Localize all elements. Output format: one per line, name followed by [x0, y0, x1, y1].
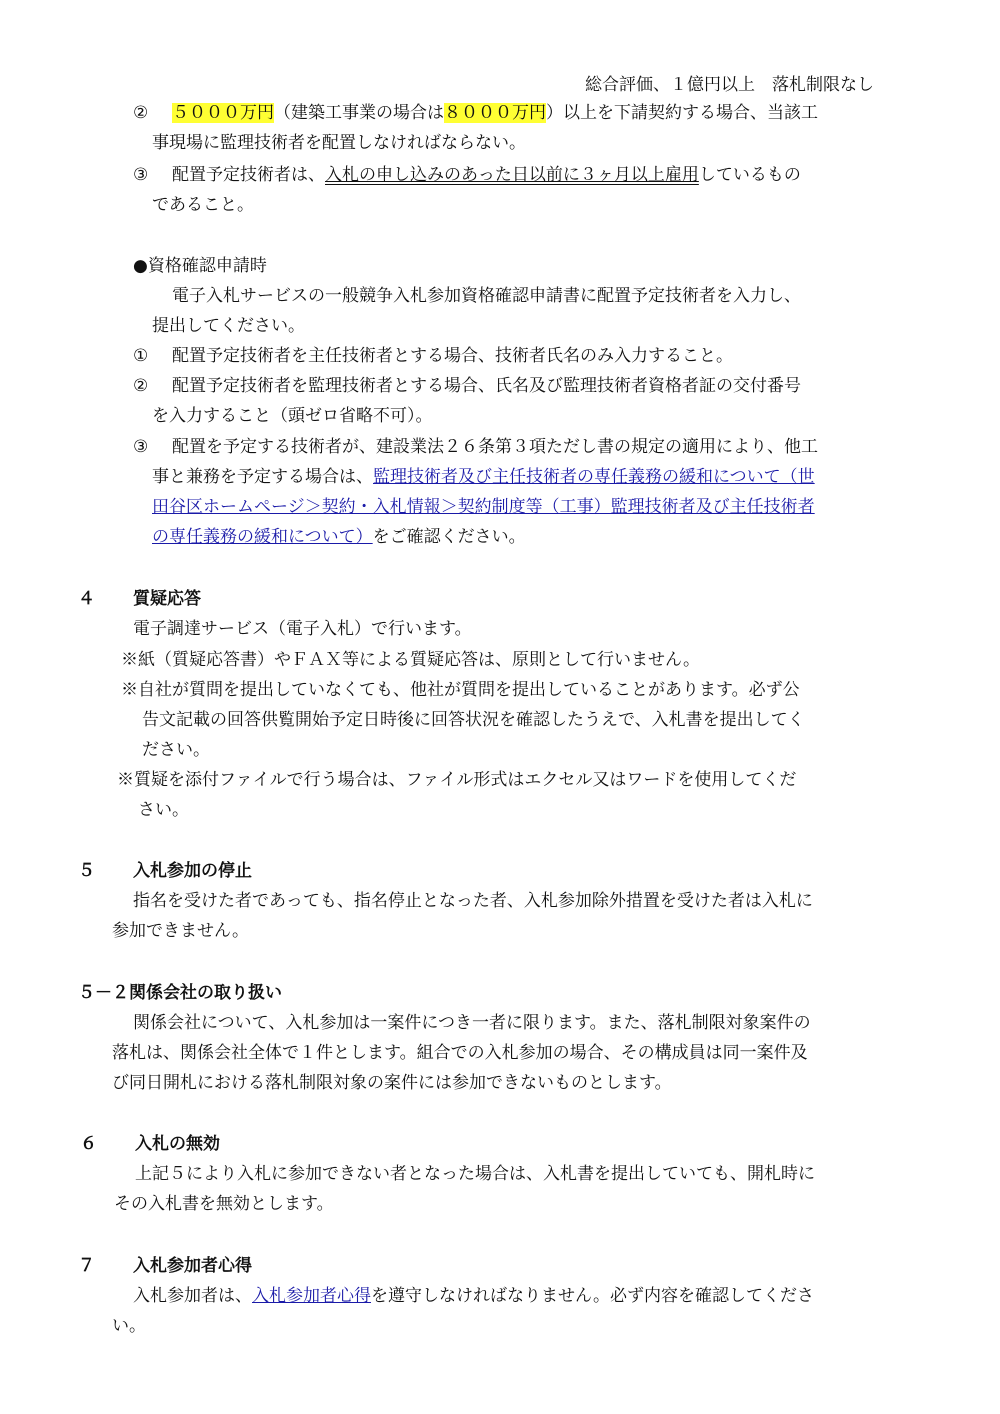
- section-5-2-para-3: び同日開札における落札制限対象の案件には参加できないものとします。: [112, 1073, 672, 1093]
- qual-item-3-post: をご確認ください。: [372, 527, 526, 547]
- section-6-num: ６: [80, 1134, 97, 1154]
- qual-item-1-num: ①: [133, 346, 149, 366]
- section-5-para-1: 指名を受けた者であっても、指名停止となった者、入札参加除外措置を受けた者は入札に: [133, 891, 813, 911]
- item-3-underlined: 入札の申し込みのあった日以前に３ヶ月以上雇用: [325, 165, 699, 185]
- exemption-link-part-3[interactable]: の専任義務の緩和について）: [152, 527, 373, 547]
- item-2-mid: （建築工事業の場合は: [274, 103, 444, 123]
- item-3-pre: 配置予定技術者は、: [172, 165, 325, 185]
- item-2-line-1: [172, 100, 818, 126]
- qual-item-2-text: 配置予定技術者を監理技術者とする場合、氏名及び監理技術者資格者証の交付番号: [172, 376, 801, 396]
- highlight-amount-1: ５０００万円: [172, 103, 274, 123]
- qualification-intro-1: 電子入札サービスの一般競争入札参加資格確認申請書に配置予定技術者を入力し、: [172, 286, 801, 306]
- item-2-rest: ）以上を下請契約する場合、当該工: [546, 103, 818, 123]
- item-2-num: ②: [133, 103, 149, 123]
- section-4-num: ４: [78, 589, 95, 609]
- section-5-num: ５: [78, 861, 95, 881]
- qual-item-3-pre: 事と兼務を予定する場合は、: [152, 467, 373, 487]
- section-4-note-1: ※紙（質疑応答書）やＦＡＸ等による質疑応答は、原則として行いません。: [121, 650, 701, 670]
- section-5-para-2: 参加できません。: [112, 921, 250, 941]
- section-6-para-2: その入札書を無効とします。: [114, 1194, 334, 1214]
- section-4-note-3b: さい。: [138, 800, 189, 820]
- section-7-num: ７: [78, 1256, 95, 1276]
- qual-item-3-line-2: [152, 464, 815, 490]
- section-7-para-2: い。: [112, 1316, 146, 1336]
- section-6-para-1: 上記５により入札に参加できない者となった場合は、入札書を提出していても、開札時に: [135, 1164, 815, 1184]
- item-3-line-2: であること。: [152, 195, 254, 215]
- section-5-2-para-1: 関係会社について、入札参加は一案件につき一者に限ります。また、落札制限対象案件の: [133, 1013, 811, 1033]
- section-4-para: 電子調達サービス（電子入札）で行います。: [133, 619, 472, 639]
- exemption-link-part-2[interactable]: 田谷区ホームページ＞契約・入札情報＞契約制度等（工事）監理技術者及び主任技術者: [152, 497, 815, 517]
- section-7-title: 入札参加者心得: [133, 1256, 252, 1276]
- section-7-para-1: [133, 1283, 814, 1309]
- qualification-heading: ●資格確認申請時: [133, 256, 267, 276]
- header-note: 総合評価、１億円以上 落札制限なし: [585, 75, 874, 95]
- item-3-post: しているもの: [698, 165, 801, 185]
- item-3-line-1: [172, 162, 801, 188]
- item-2-line-2: 事現場に監理技術者を配置しなければならない。: [152, 133, 526, 153]
- highlight-amount-2: ８０００万円: [444, 103, 546, 123]
- section-5-title: 入札参加の停止: [133, 861, 252, 881]
- qual-item-1-text: 配置予定技術者を主任技術者とする場合、技術者氏名のみ入力すること。: [172, 346, 733, 366]
- section-4-note-2b: 告文記載の回答供覧開始予定日時後に回答状況を確認したうえで、入札書を提出してく: [142, 710, 805, 730]
- exemption-link-part-1[interactable]: 監理技術者及び主任技術者の専任義務の緩和について（世: [373, 467, 815, 487]
- section-7-pre: 入札参加者は、: [133, 1286, 252, 1306]
- section-4-note-2c: ださい。: [142, 740, 210, 760]
- section-4-note-2a: ※自社が質問を提出していなくても、他社が質問を提出していることがあります。必ず公: [121, 680, 800, 700]
- section-4-title: 質疑応答: [133, 589, 201, 609]
- qual-item-2-cont: を入力すること（頭ゼロ省略不可）。: [152, 406, 433, 426]
- section-6-title: 入札の無効: [135, 1134, 220, 1154]
- bidder-guide-link[interactable]: 入札参加者心得: [252, 1286, 371, 1306]
- section-4-note-3a: ※質疑を添付ファイルで行う場合は、ファイル形式はエクセル又はワードを使用してくだ: [117, 770, 797, 790]
- section-5-2-para-2: 落札は、関係会社全体で１件とします。組合での入札参加の場合、その構成員は同一案件及: [112, 1043, 808, 1063]
- qual-item-3-text: 配置を予定する技術者が、建設業法２６条第３項ただし書の規定の適用により、他工: [172, 437, 818, 457]
- qualification-intro-2: 提出してください。: [152, 316, 305, 336]
- section-7-post: を遵守しなければなりません。必ず内容を確認してくださ: [371, 1286, 815, 1306]
- section-5-2-title: ５－２関係会社の取り扱い: [78, 983, 282, 1003]
- qual-item-3-line-4: [152, 524, 526, 550]
- qual-item-3-num: ③: [133, 437, 149, 457]
- qual-item-2-num: ②: [133, 376, 149, 396]
- item-3-num: ③: [133, 165, 149, 185]
